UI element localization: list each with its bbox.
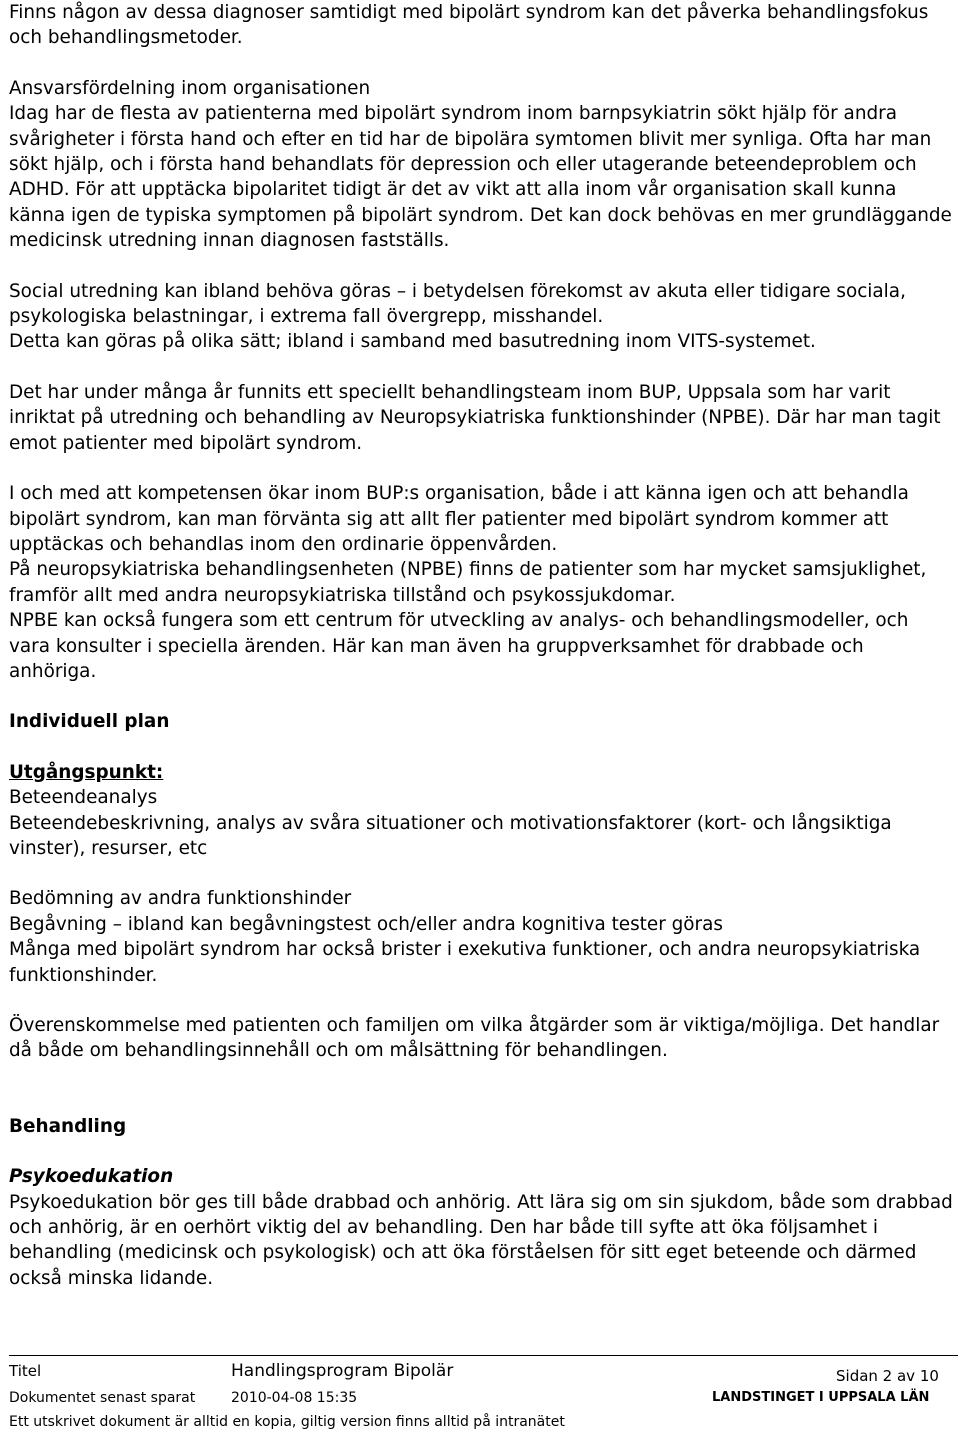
- org-paragraph: Idag har de flesta av patienterna med bipolärt syndrom inom barnpsykiatrin sökt hjälp för andra svårigheter i första hand och efter en tid har de bipolära symtomen blivit mer synliga. Ofta har man sökt hjälp, och i första hand behandlats för depression och eller utagerande beteendeproblem och ADHD. För att upptäcka bipolaritet tidigt är det av vikt att alla inom vår organisation skall kunna känna igen de typiska symptomen på bipolärt syndrom. Det kan dock behövas en mer grundläggande medicinsk utredning innan diagnosen fastställs.: [9, 103, 952, 252]
- footer-document-title: Handlingsprogram Bipolär: [231, 1361, 454, 1381]
- social-paragraph-2: Detta kan göras på olika sätt; ibland i samband med basutredning inom VITS-systemet.: [9, 331, 816, 353]
- starting-point-line-2: Beteendebeskrivning, analys av svåra situationer och motivationsfaktorer (kort- och långsiktiga vinster), resurser, etc: [9, 812, 892, 859]
- footer-organization: LANDSTINGET I UPPSALA LÄN: [712, 1390, 930, 1405]
- individual-plan-heading: Individuell plan: [9, 711, 170, 733]
- competence-paragraph-3: NPBE kan också fungera som ett centrum för utveckling av analys- och behandlingsmodeller, och vara konsulter i speciella ärenden. Här kan man även ha gruppverksamhet för drabbade och anhöriga.: [9, 610, 909, 682]
- treatment-heading: Behandling: [9, 1115, 127, 1137]
- footer-rule: [9, 1355, 958, 1356]
- competence-paragraph-1: I och med att kompetensen ökar inom BUP:s organisation, både i att känna igen och att behandla bipolärt syndrom, kan man förvänta sig att allt fler patienter med bipolärt syndrom kommer att upptäckas och behandlas inom den ordinarie öppenvården.: [9, 483, 909, 555]
- intro-paragraph: Finns någon av dessa diagnoser samtidigt med bipolärt syndrom kan det påverka behandlingsfokus och behandlingsmetoder.: [9, 2, 929, 49]
- footer-saved-label: Dokumentet senast sparat: [9, 1390, 196, 1406]
- starting-point-heading: Utgångspunkt:: [9, 761, 164, 783]
- footer-saved-timestamp: 2010-04-08 15:35: [231, 1390, 358, 1406]
- assessment-line-3: Många med bipolärt syndrom har också brister i exekutiva funktioner, och andra neuropsykiatriska funktionshinder.: [9, 939, 921, 986]
- document-body: [9, 0, 954, 1291]
- competence-paragraph-2: På neuropsykiatriska behandlingsenheten (NPBE) finns de patienter som har mycket samsjuklighet, framför allt med andra neuropsykiatriska tillstånd och psykossjukdomar.: [9, 559, 927, 606]
- assessment-line-2: Begåvning – ibland kan begåvningstest och/eller andra kognitiva tester göras: [9, 913, 723, 935]
- footer-title-label: Titel: [9, 1362, 42, 1380]
- psychoeducation-heading: Psykoedukation: [9, 1166, 174, 1188]
- page-footer: [0, 1355, 960, 1435]
- psychoeducation-paragraph: Psykoedukation bör ges till både drabbad och anhörig. Att lära sig om sin sjukdom, både som drabbad och anhörig, är en oerhört viktig del av behandling. Den har både till syfte att öka följsamhet i behandling (medicinsk och psykologisk) och att öka förståelsen för sitt eget beteende och därmed också minska lidande.: [9, 1191, 953, 1289]
- starting-point-line-1: Beteendeanalys: [9, 787, 158, 809]
- assessment-line-1: Bedömning av andra funktionshinder: [9, 888, 352, 910]
- footer-page-number: Sidan 2 av 10: [836, 1367, 939, 1385]
- footer-print-note: Ett utskrivet dokument är alltid en kopia, giltig version finns alltid på intranätet: [9, 1414, 565, 1430]
- social-paragraph-1: Social utredning kan ibland behöva göras – i betydelsen förekomst av akuta eller tidigare sociala, psykologiska belastningar, i extrema fall övergrepp, misshandel.: [9, 280, 906, 328]
- bup-paragraph: Det har under många år funnits ett speciellt behandlingsteam inom BUP, Uppsala som har varit inriktat på utredning och behandling av Neuropsykiatriska funktionshinder (NPBE). Där har man tagit emot patienter med bipolärt syndrom.: [9, 381, 941, 454]
- org-heading: Ansvarsfördelning inom organisationen: [9, 77, 371, 99]
- agreement-paragraph: Överenskommelse med patienten och familjen om vilka åtgärder som är viktiga/möjliga. Det handlar då både om behandlingsinnehåll och om målsättning för behandlingen.: [9, 1015, 940, 1062]
